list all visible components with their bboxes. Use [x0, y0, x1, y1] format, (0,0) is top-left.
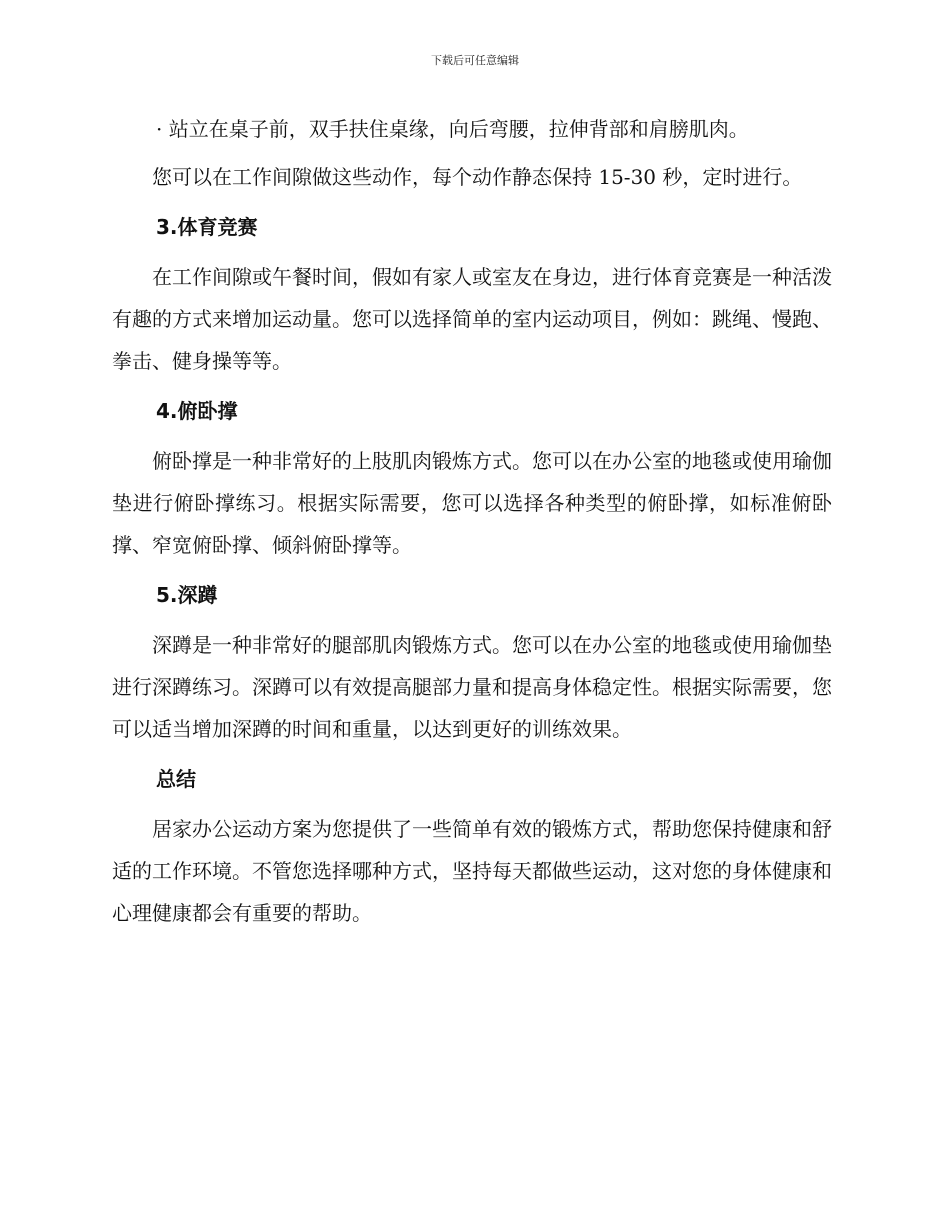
paragraph-summary: 居家办公运动方案为您提供了一些简单有效的锻炼方式，帮助您保持健康和舒适的工作环境。不管您选择哪种方式，坚持每天都做些运动，这对您的身体健康和心理健康都会有重要的帮助。	[112, 817, 832, 925]
section-heading-sports: 3.体育竞赛	[156, 215, 258, 239]
paragraph-timing: 您可以在工作间隙做这些动作，每个动作静态保持 15-30 秒，定时进行。	[152, 165, 803, 189]
section-heading-pushups: 4.俯卧撑	[156, 399, 238, 423]
paragraph-pushups: 俯卧撑是一种非常好的上肢肌肉锻炼方式。您可以在办公室的地毯或使用瑜伽垫进行俯卧撑练习。根据实际需要，您可以选择各种类型的俯卧撑，如标准俯卧撑、窄宽俯卧撑、倾斜俯卧撑等。	[112, 449, 832, 557]
section-heading-squats: 5.深蹲	[156, 583, 218, 607]
document-body	[112, 108, 832, 934]
paragraph-squats: 深蹲是一种非常好的腿部肌肉锻炼方式。您可以在办公室的地毯或使用瑜伽垫进行深蹲练习。深蹲可以有效提高腿部力量和提高身体稳定性。根据实际需要，您可以适当增加深蹲的时间和重量，以达到更好的训练效果。	[112, 633, 832, 741]
bullet-paragraph: · 站立在桌子前，双手扶住桌缘，向后弯腰，拉伸背部和肩膀肌肉。	[156, 117, 749, 141]
section-heading-summary: 总结	[156, 767, 196, 791]
page-header: 下载后可任意编辑	[431, 54, 519, 67]
paragraph-sports: 在工作间隙或午餐时间，假如有家人或室友在身边，进行体育竞赛是一种活泼有趣的方式来增加运动量。您可以选择简单的室内运动项目，例如：跳绳、慢跑、拳击、健身操等等。	[112, 265, 832, 373]
